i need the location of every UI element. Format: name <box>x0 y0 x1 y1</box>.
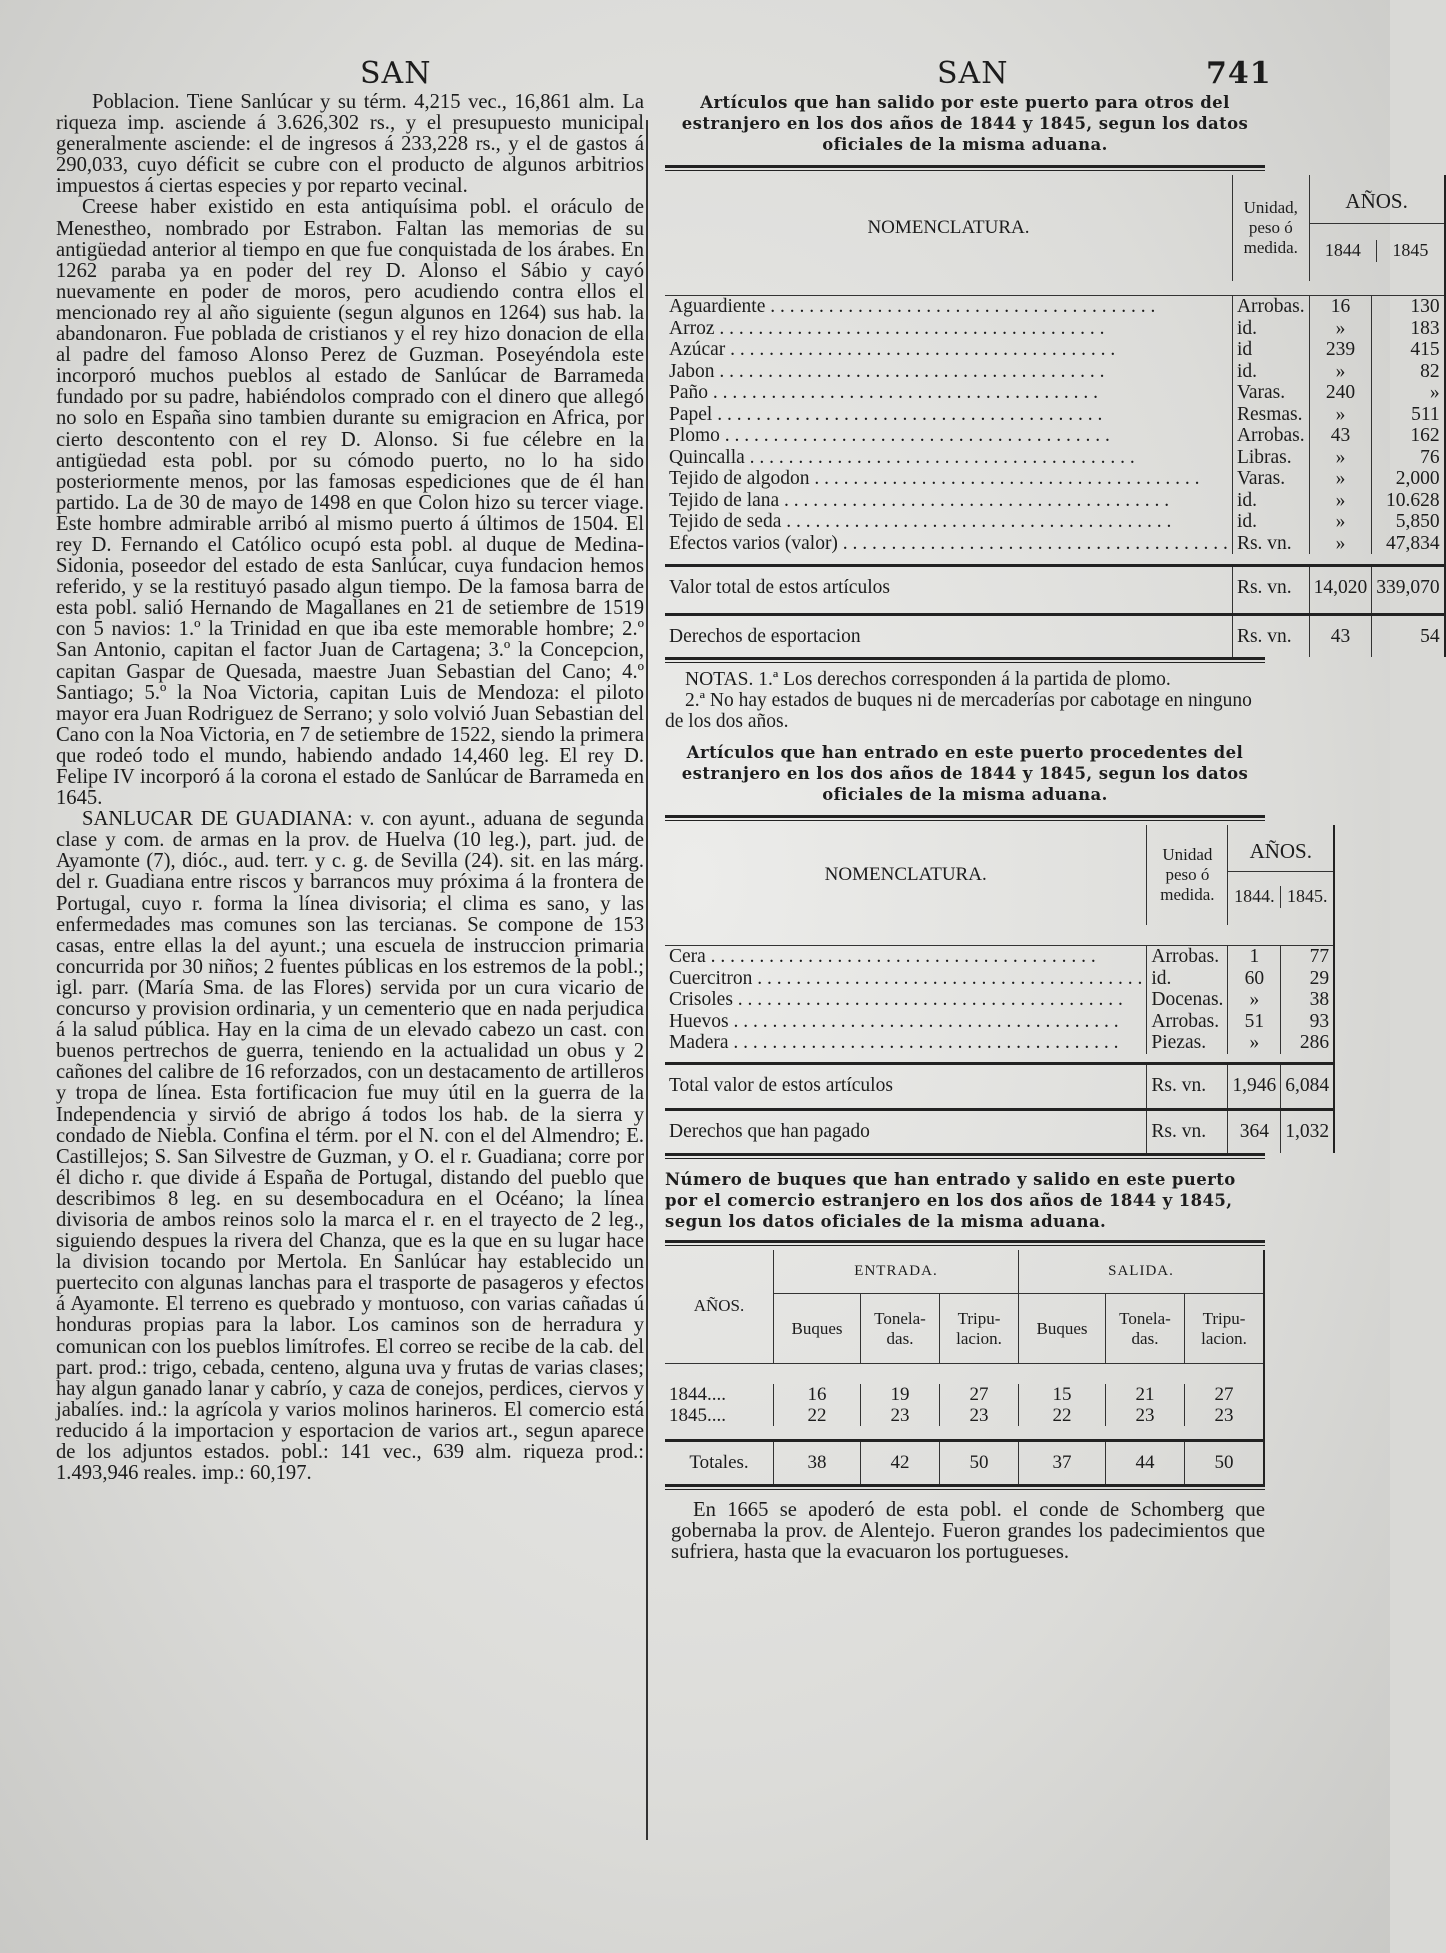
ships-table-title: Número de buques que han entrado y salido en este puerto por el comercio estranjero en los dos años de 1844 y 1845, segun los datos oficiales de la misma aduana. <box>665 1169 1236 1231</box>
ships-tripulacion-out: 23 <box>1185 1405 1265 1426</box>
col-tripulacion-out: Tripu-lacion. <box>1185 1294 1265 1364</box>
value-year-2: 10.628 <box>1372 490 1445 512</box>
export-duty-1844: 43 <box>1309 614 1372 657</box>
export-total-1844: 14,020 <box>1309 566 1372 615</box>
value-year-1: » <box>1309 447 1372 469</box>
value-year-2: 38 <box>1281 989 1334 1011</box>
article-name: Papel . . . . . . . . . . . . . . . . . . . . . . . . . . . . . . . . . . . . . . . . <box>669 403 1103 425</box>
table-row <box>665 447 1445 469</box>
col-buques-in: Buques <box>774 1294 861 1364</box>
value-year-1: » <box>1309 533 1372 555</box>
divider <box>665 1240 1265 1246</box>
article-unit: Varas. <box>1232 468 1309 490</box>
table-row <box>665 468 1445 490</box>
article-name: Crisoles . . . . . . . . . . . . . . . . . . . . . . . . . . . . . . . . . . . . . . . . <box>669 989 1123 1010</box>
value-year-2: 29 <box>1281 968 1334 990</box>
table-row <box>665 1384 1264 1405</box>
table-row <box>665 404 1445 426</box>
article-unit: id <box>1232 339 1309 361</box>
export-table-title: Artículos que han salido por este puerto para otros del estranjero en los dos años de 1844 y 1845, segun los datos oficiales de la misma aduana. <box>681 93 1249 154</box>
table-row <box>665 339 1445 361</box>
export-duty-unit: Rs. vn. <box>1232 614 1309 657</box>
ships-buques-out: 22 <box>1019 1405 1106 1426</box>
col-unidad: Unidad, peso ó medida. <box>1232 175 1309 281</box>
article-name: Madera . . . . . . . . . . . . . . . . . . . . . . . . . . . . . . . . . . . . . . . . <box>669 1032 1119 1053</box>
ships-buques-in: 16 <box>774 1384 861 1405</box>
article-name: Azúcar . . . . . . . . . . . . . . . . . . . . . . . . . . . . . . . . . . . . . . . . <box>669 339 1116 360</box>
value-year-2: 2,000 <box>1372 468 1445 490</box>
col-salida: SALIDA. <box>1019 1250 1265 1294</box>
column-divider <box>646 120 648 1840</box>
article-name: Paño . . . . . . . . . . . . . . . . . . . . . . . . . . . . . . . . . . . . . . . . <box>669 382 1098 403</box>
article-name: Quincalla . . . . . . . . . . . . . . . . . . . . . . . . . . . . . . . . . . . . . . . . <box>669 446 1135 468</box>
table-row <box>665 382 1445 404</box>
ships-tripulacion-in: 23 <box>940 1405 1019 1426</box>
article-unit: Arrobas. <box>1147 946 1228 968</box>
value-year-2: » <box>1372 382 1445 404</box>
article-name: Tejido de lana . . . . . . . . . . . . . . . . . . . . . . . . . . . . . . . . . . . . . . . . <box>669 489 1170 511</box>
article-unit: Resmas. <box>1232 404 1309 426</box>
paragraph-history: Creese haber existido en esta antiquísima pobl. el oráculo de Menestheo, nombrado por Estrabon. Faltan las memorias de su antigüedad anterior al tiempo en que fue conquistada de los árabes. En 1262 paraba ya en poder del rey D. Alonso el Sábio y cayó nuevamente en poder de moros, pero acudiendo contra ellos el mencionado rey al año siguiente (segun algunos en 1264) sus hab. la abandonaron. Fue poblada de cristianos y el rey hizo donacion de ella al padre del famoso Alonso Perez de Guzman. Poseyéndola este incorporó muchos pueblos al estado de Sanlúcar de Barrameda fundado por su padre, habiéndolos comprado con el dinero que allegó no solo en España sino tambien durante su emigracion en Africa, por cierto descontento con el rey D. Alonso. Si fue célebre en la antigüedad esta pobl. por su cómodo puerto, no lo ha sido posteriormente menos, por las famosas espediciones que de él han partido. La de 30 de mayo de 1498 en que Colon hizo su tercer viage. Este hombre admirable arribó al mismo puerto á últimos de 1504. El rey D. Fernando el Católico ocupó esta pobl. al duque de Medina-Sidonia, poseedor del estado de esta Sanlúcar, cuya fundacion hemos referido, y se la restituyó pasado algun tiempo. De la famosa barra de esta pobl. salió Hernando de Magallanes en 21 de setiembre de 1519 con 5 navios: 1.º la Trinidad en que iba este memorable hombre; 2.º San Antonio, capitan el factor Juan de Cartagena; 3.º la Concepcion, capitan Gaspar de Quesada, maestre Juan Sebastian del Cano; 4.º Santiago; 5.º la Noa Victoria, capitan Luis de Mendoza: el piloto mayor era Juan Rodriguez de Serrano; y solo volvió Juan Sebastian del Cano con la Noa Victoria, en 7 de setiembre de 1522, siendo la primera que rodeó todo el mundo, habiendo andado 14,460 leg. El rey D. Felipe IV incorporó á la corona el estado de Sanlúcar de Barrameda en 1645. <box>56 196 644 810</box>
article-unit: id. <box>1232 361 1309 383</box>
ships-tripulacion-in: 27 <box>940 1384 1019 1405</box>
ships-total-toneladas-in: 42 <box>861 1440 940 1484</box>
value-year-1: » <box>1228 1032 1281 1054</box>
import-total-label: Total valor de estos artículos <box>669 1074 893 1096</box>
col-year-1844: 1844. <box>1234 886 1275 906</box>
article-unit: Rs. vn. <box>1232 533 1309 555</box>
article-name: Plomo . . . . . . . . . . . . . . . . . . . . . . . . . . . . . . . . . . . . . . . . <box>669 425 1110 446</box>
value-year-1: » <box>1309 361 1372 383</box>
ships-buques-in: 22 <box>774 1405 861 1426</box>
value-year-1: 239 <box>1309 339 1372 361</box>
article-unit: Piezas. <box>1147 1032 1228 1054</box>
table-row <box>665 968 1334 990</box>
note-1: NOTAS. 1.ª Los derechos corresponden á la partida de plomo. <box>685 669 1171 690</box>
value-year-2: 130 <box>1372 296 1445 318</box>
ships-total-tripulacion-in: 50 <box>940 1440 1019 1484</box>
table-row <box>665 989 1334 1011</box>
import-duty-1845: 1,032 <box>1281 1110 1334 1153</box>
closing-paragraph: En 1665 se apoderó de esta pobl. el conde de Schomberg que gobernaba la prov. de Alentejo. Fueron grandes los padecimientos que sufriera, hasta que la evacuaron los portugueses. <box>671 1498 1265 1563</box>
ships-buques-out: 15 <box>1019 1384 1106 1405</box>
note-2: 2.ª No hay estados de buques ni de mercaderías por cabotage en ninguno de los dos años. <box>665 690 1252 732</box>
page-number: 741 <box>1206 56 1272 91</box>
col-anos: AÑOS. <box>1310 175 1444 224</box>
value-year-2: 415 <box>1372 339 1445 361</box>
table-row <box>665 533 1445 555</box>
ships-toneladas-in: 19 <box>861 1384 940 1405</box>
col-year-1845: 1845 <box>1376 240 1444 262</box>
import-table <box>665 825 1335 1153</box>
divider <box>665 815 1265 821</box>
ships-year: 1845.... <box>669 1405 726 1426</box>
import-duty-unit: Rs. vn. <box>1147 1110 1228 1153</box>
table-row <box>665 490 1445 512</box>
export-duty-label: Derechos de esportacion <box>669 625 861 647</box>
import-duty-label: Derechos que han pagado <box>669 1121 870 1142</box>
table-row <box>665 946 1334 968</box>
ships-toneladas-in: 23 <box>861 1405 940 1426</box>
article-unit: Varas. <box>1232 382 1309 404</box>
value-year-2: 162 <box>1372 425 1445 447</box>
ships-toneladas-out: 21 <box>1106 1384 1185 1405</box>
ships-year: 1844.... <box>669 1384 726 1405</box>
col-anos: AÑOS. <box>693 1296 745 1316</box>
value-year-2: 183 <box>1372 318 1445 340</box>
article-unit: id. <box>1232 511 1309 533</box>
value-year-1: 16 <box>1309 296 1372 318</box>
table-row <box>665 1032 1334 1054</box>
article-name: Huevos . . . . . . . . . . . . . . . . . . . . . . . . . . . . . . . . . . . . . . . . <box>669 1010 1119 1032</box>
value-year-1: » <box>1228 989 1281 1011</box>
col-buques-out: Buques <box>1019 1294 1106 1364</box>
article-name: Efectos varios (valor) . . . . . . . . . . . . . . . . . . . . . . . . . . . . . . . . . . . . . . . . <box>669 532 1228 554</box>
article-unit: Libras. <box>1232 447 1309 469</box>
article-name: Tejido de algodon . . . . . . . . . . . . . . . . . . . . . . . . . . . . . . . . . . . . . . . . <box>669 468 1200 489</box>
value-year-2: 82 <box>1372 361 1445 383</box>
value-year-1: » <box>1309 318 1372 340</box>
value-year-1: » <box>1309 511 1372 533</box>
value-year-2: 47,834 <box>1372 533 1445 555</box>
value-year-2: 286 <box>1281 1032 1334 1054</box>
import-total-unit: Rs. vn. <box>1147 1063 1228 1110</box>
value-year-2: 77 <box>1281 946 1334 968</box>
article-name: Aguardiente . . . . . . . . . . . . . . . . . . . . . . . . . . . . . . . . . . . . . . . . <box>669 296 1156 317</box>
value-year-2: 511 <box>1372 404 1445 426</box>
right-column <box>665 92 1440 1563</box>
ships-toneladas-out: 23 <box>1106 1405 1185 1426</box>
ships-tripulacion-out: 27 <box>1185 1384 1265 1405</box>
value-year-1: 51 <box>1228 1011 1281 1033</box>
export-total-label: Valor total de estos artículos <box>669 577 890 598</box>
import-duty-1844: 364 <box>1228 1110 1281 1153</box>
col-tripulacion-in: Tripu-lacion. <box>940 1294 1019 1364</box>
article-unit: Docenas. <box>1147 989 1228 1011</box>
col-unidad: Unidad peso ó medida. <box>1147 825 1228 925</box>
value-year-1: » <box>1309 490 1372 512</box>
ships-total-tripulacion-out: 50 <box>1185 1440 1265 1484</box>
article-name: Jabon . . . . . . . . . . . . . . . . . . . . . . . . . . . . . . . . . . . . . . . . <box>669 360 1105 382</box>
table-row <box>665 511 1445 533</box>
col-anos: AÑOS. <box>1228 825 1333 872</box>
col-toneladas-out: Tonela-das. <box>1106 1294 1185 1364</box>
table-row <box>665 425 1445 447</box>
value-year-1: 1 <box>1228 946 1281 968</box>
paragraph-sanlucar-guadiana: SANLUCAR DE GUADIANA: v. con ayunt., aduana de segunda clase y com. de armas en la prov. de Huelva (10 leg.), part. jud. de Ayamonte (7), dióc., aud. terr. y c. g. de Sevilla (24). sit. en las márg. del r. Guadiana entre riscos y barrancos muy próxima á la frontera de Portugal, cuyo r. forma la línea divisoria; el clima es sano, y las enfermedades mas comunes son las tercianas. Se compone de 153 casas, entre ellas la del ayunt.; una escuela de instruccion primaria concurrida por 30 niños; 2 fuentes públicas en los estremos de la pobl.; igl. parr. (María Sma. de las Flores) servida por un cura vicario de concurso y provision ordinaria, y un cementerio que en nada perjudica á la salud pública. Hay en la cima de un elevado cabezo un cast. con buenos pertrechos de guerra, teniendo en la actualidad un obus y 2 cañones del calibre de 16 reforzados, con un destacamento de artilleros y tropa de línea. Esta fortificacion fue muy útil en la guerra de la Independencia y sirvió de abrigo á todos los hab. de la sierra y condado de Niebla. Confina el térm. por el N. con el del Almendro; E. Castillejos; S. San Silvestre de Guzman, y O. el r. Guadiana; corre por él dicho r. que divide á España de Portugal, distando del pueblo que describimos 8 leg. en su desembocadura en el Océano; la línea divisoria de ambos reinos solo la marca el r. en el trayecto de 2 leg., siguiendo despues la rivera del Chanza, que es la que en su lugar hace la division tocando por Mertola. En Sanlúcar hay establecido un puertecito con algunas lanchas para el trasporte de pasageros y efectos á Ayamonte. El terreno es quebrado y montuoso, con varias cañadas ú honduras propias para la labor. Los caminos son de herradura y comunican con los pueblos limítrofes. El correo se recibe de la cab. del part. prod.: trigo, cebada, centeno, alguna uva y frutas de varias clases; hay algun ganado lanar y cabrío, y caza de conejos, perdices, ciervos y jabalíes. ind.: la agrícola y varios molinos harineros. El comercio está reducido á la importacion y esportacion de varios art., segun aparece de los adjuntos estados. pobl.: 141 vec., 639 alm. riqueza prod.: 1.493,946 reales. imp.: 60,197. <box>56 808 644 1485</box>
export-total-unit: Rs. vn. <box>1232 566 1309 615</box>
col-nomenclatura: NOMENCLATURA. <box>824 864 987 886</box>
running-head-right: SAN <box>937 56 1009 91</box>
article-unit: Arrobas. <box>1147 1011 1228 1033</box>
value-year-2: 93 <box>1281 1011 1334 1033</box>
divider <box>665 165 1265 171</box>
ships-total-label: Totales. <box>689 1451 749 1473</box>
article-unit: Arrobas. <box>1232 296 1309 318</box>
article-name: Cera . . . . . . . . . . . . . . . . . . . . . . . . . . . . . . . . . . . . . . . . <box>669 946 1096 967</box>
col-nomenclatura: NOMENCLATURA. <box>867 217 1030 239</box>
article-unit: id. <box>1147 968 1228 990</box>
article-unit: id. <box>1232 318 1309 340</box>
value-year-2: 5,850 <box>1372 511 1445 533</box>
col-year-1844: 1844 <box>1324 240 1361 260</box>
value-year-1: 60 <box>1228 968 1281 990</box>
value-year-1: 240 <box>1309 382 1372 404</box>
export-total-1845: 339,070 <box>1372 566 1445 615</box>
paragraph-poblacion: Poblacion. Tiene Sanlúcar y su térm. 4,215 vec., 16,861 alm. La riqueza imp. asciende á 3.626,302 rs., y el presupuesto municipal generalmente asciende: el de ingresos á 233,228 rs., y el de gastos á 290,033, cuyo déficit se cubre con el producto de algunos arbitrios impuestos á ciertas especies y por reparto vecinal. <box>56 91 644 198</box>
ships-total-toneladas-out: 44 <box>1106 1440 1185 1484</box>
article-unit: id. <box>1232 490 1309 512</box>
value-year-1: » <box>1309 468 1372 490</box>
value-year-2: 76 <box>1372 447 1445 469</box>
article-unit: Arrobas. <box>1232 425 1309 447</box>
table-row <box>665 318 1445 340</box>
ships-total-buques-in: 38 <box>774 1440 861 1484</box>
table-row <box>665 296 1445 318</box>
import-table-title: Artículos que han entrado en este puerto procedentes del estranjero en los dos años de 1844 y 1845, segun los datos oficiales de la misma aduana. <box>681 743 1249 804</box>
import-total-1844: 1,946 <box>1228 1063 1281 1110</box>
import-total-1845: 6,084 <box>1281 1063 1334 1110</box>
col-toneladas-in: Tonela-das. <box>861 1294 940 1364</box>
article-name: Tejido de seda . . . . . . . . . . . . . . . . . . . . . . . . . . . . . . . . . . . . . . . . <box>669 511 1172 532</box>
left-column-text <box>56 92 644 1484</box>
col-year-1845: 1845. <box>1280 886 1333 908</box>
value-year-1: » <box>1309 404 1372 426</box>
table-row <box>665 1011 1334 1033</box>
export-duty-1845: 54 <box>1372 614 1445 657</box>
export-table <box>665 175 1446 657</box>
value-year-1: 43 <box>1309 425 1372 447</box>
ships-table <box>665 1250 1265 1484</box>
table-row <box>665 1405 1264 1426</box>
table-row <box>665 361 1445 383</box>
article-name: Cuercitron . . . . . . . . . . . . . . . . . . . . . . . . . . . . . . . . . . . . . . . . <box>669 967 1143 989</box>
article-name: Arroz . . . . . . . . . . . . . . . . . . . . . . . . . . . . . . . . . . . . . . . . <box>669 317 1105 339</box>
running-head-left: SAN <box>360 56 432 91</box>
col-entrada: ENTRADA. <box>774 1250 1019 1294</box>
ships-total-buques-out: 37 <box>1019 1440 1106 1484</box>
